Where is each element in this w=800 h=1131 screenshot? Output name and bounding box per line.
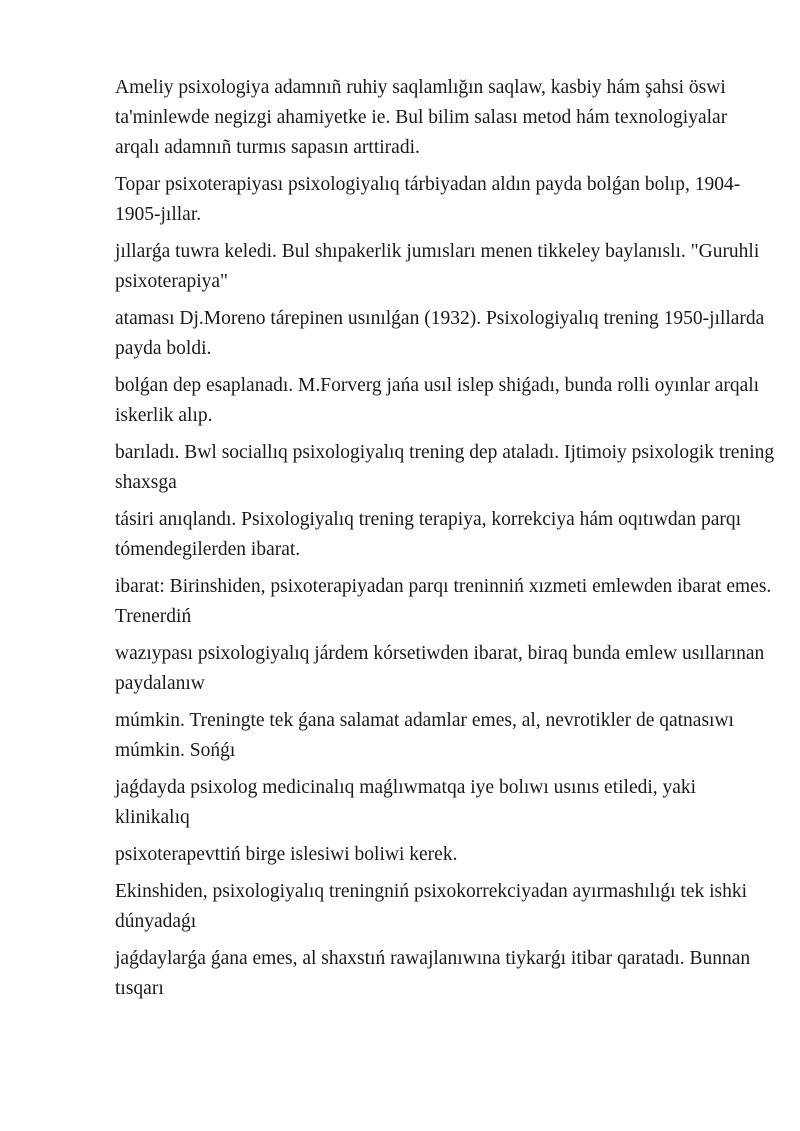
paragraph: jaǵdaylarǵa ǵana emes, al shaxstıń rawajlanıwına tiykarǵı itibar qaratadı. Bunnan tısqarı <box>115 948 751 999</box>
document-body <box>115 73 775 1011</box>
paragraph: wazıypası psixologiyalıq járdem kórsetiwden ibarat, biraq bunda emlew usıllarınan paydalanıw <box>115 643 765 694</box>
paragraph: barıladı. Bwl sociallıq psixologiyalıq trening dep ataladı. Ijtimoiy psixologik trening shaxsga <box>115 442 775 493</box>
paragraph: Ekinshiden, psixologiyalıq treningniń psixokorrekciyadan ayırmashılıǵı tek ishki dúnyadaǵı <box>115 881 748 932</box>
paragraph: ibarat: Birinshiden, psixoterapiyadan parqı treninniń xızmeti emlewden ibarat emes. Trenerdiń <box>115 576 772 627</box>
paragraph: múmkin. Treningte tek ǵana salamat adamlar emes, al, nevrotikler de qatnasıwı múmkin. Sońǵı <box>115 710 734 761</box>
paragraph: bolǵan dep esaplanadı. M.Forverg jańa usıl islep shiǵadı, bunda rolli oyınlar arqalı iskerlik alıp. <box>115 375 760 426</box>
paragraph: jıllarǵa tuwra keledi. Bul shıpakerlik jumısları menen tikkeley baylanıslı. "Guruhli psixoterapiya" <box>115 241 760 292</box>
paragraph: ataması Dj.Moreno tárepinen usınılǵan (1932). Psixologiyalıq trening 1950-jıllarda payda boldi. <box>115 308 765 359</box>
paragraph: tásiri anıqlandı. Psixologiyalıq trening terapiya, korrekciya hám oqıtıwdan parqı tómendegilerden ibarat. <box>115 509 742 560</box>
paragraph: jaǵdayda psixolog medicinalıq maǵlıwmatqa iye bolıwı usınıs etiledi, yaki klinikalıq <box>115 777 697 828</box>
paragraph: Topar psixoterapiyası psixologiyalıq tárbiyadan aldın payda bolǵan bolıp, 1904-1905-jıllar. <box>115 174 741 225</box>
paragraph: Ameliy psixologiya adamnıñ ruhiy saqlamlığın saqlaw, kasbiy hám şahsi öswi ta'minlewde negizgi ahamiyetke ie. Bul bilim salası metod hám texnologiyalar arqalı adamnıñ turmıs sapasın arttiradi. <box>115 77 728 158</box>
paragraph: psixoterapevttiń birge islesiwi boliwi kerek. <box>115 844 458 865</box>
